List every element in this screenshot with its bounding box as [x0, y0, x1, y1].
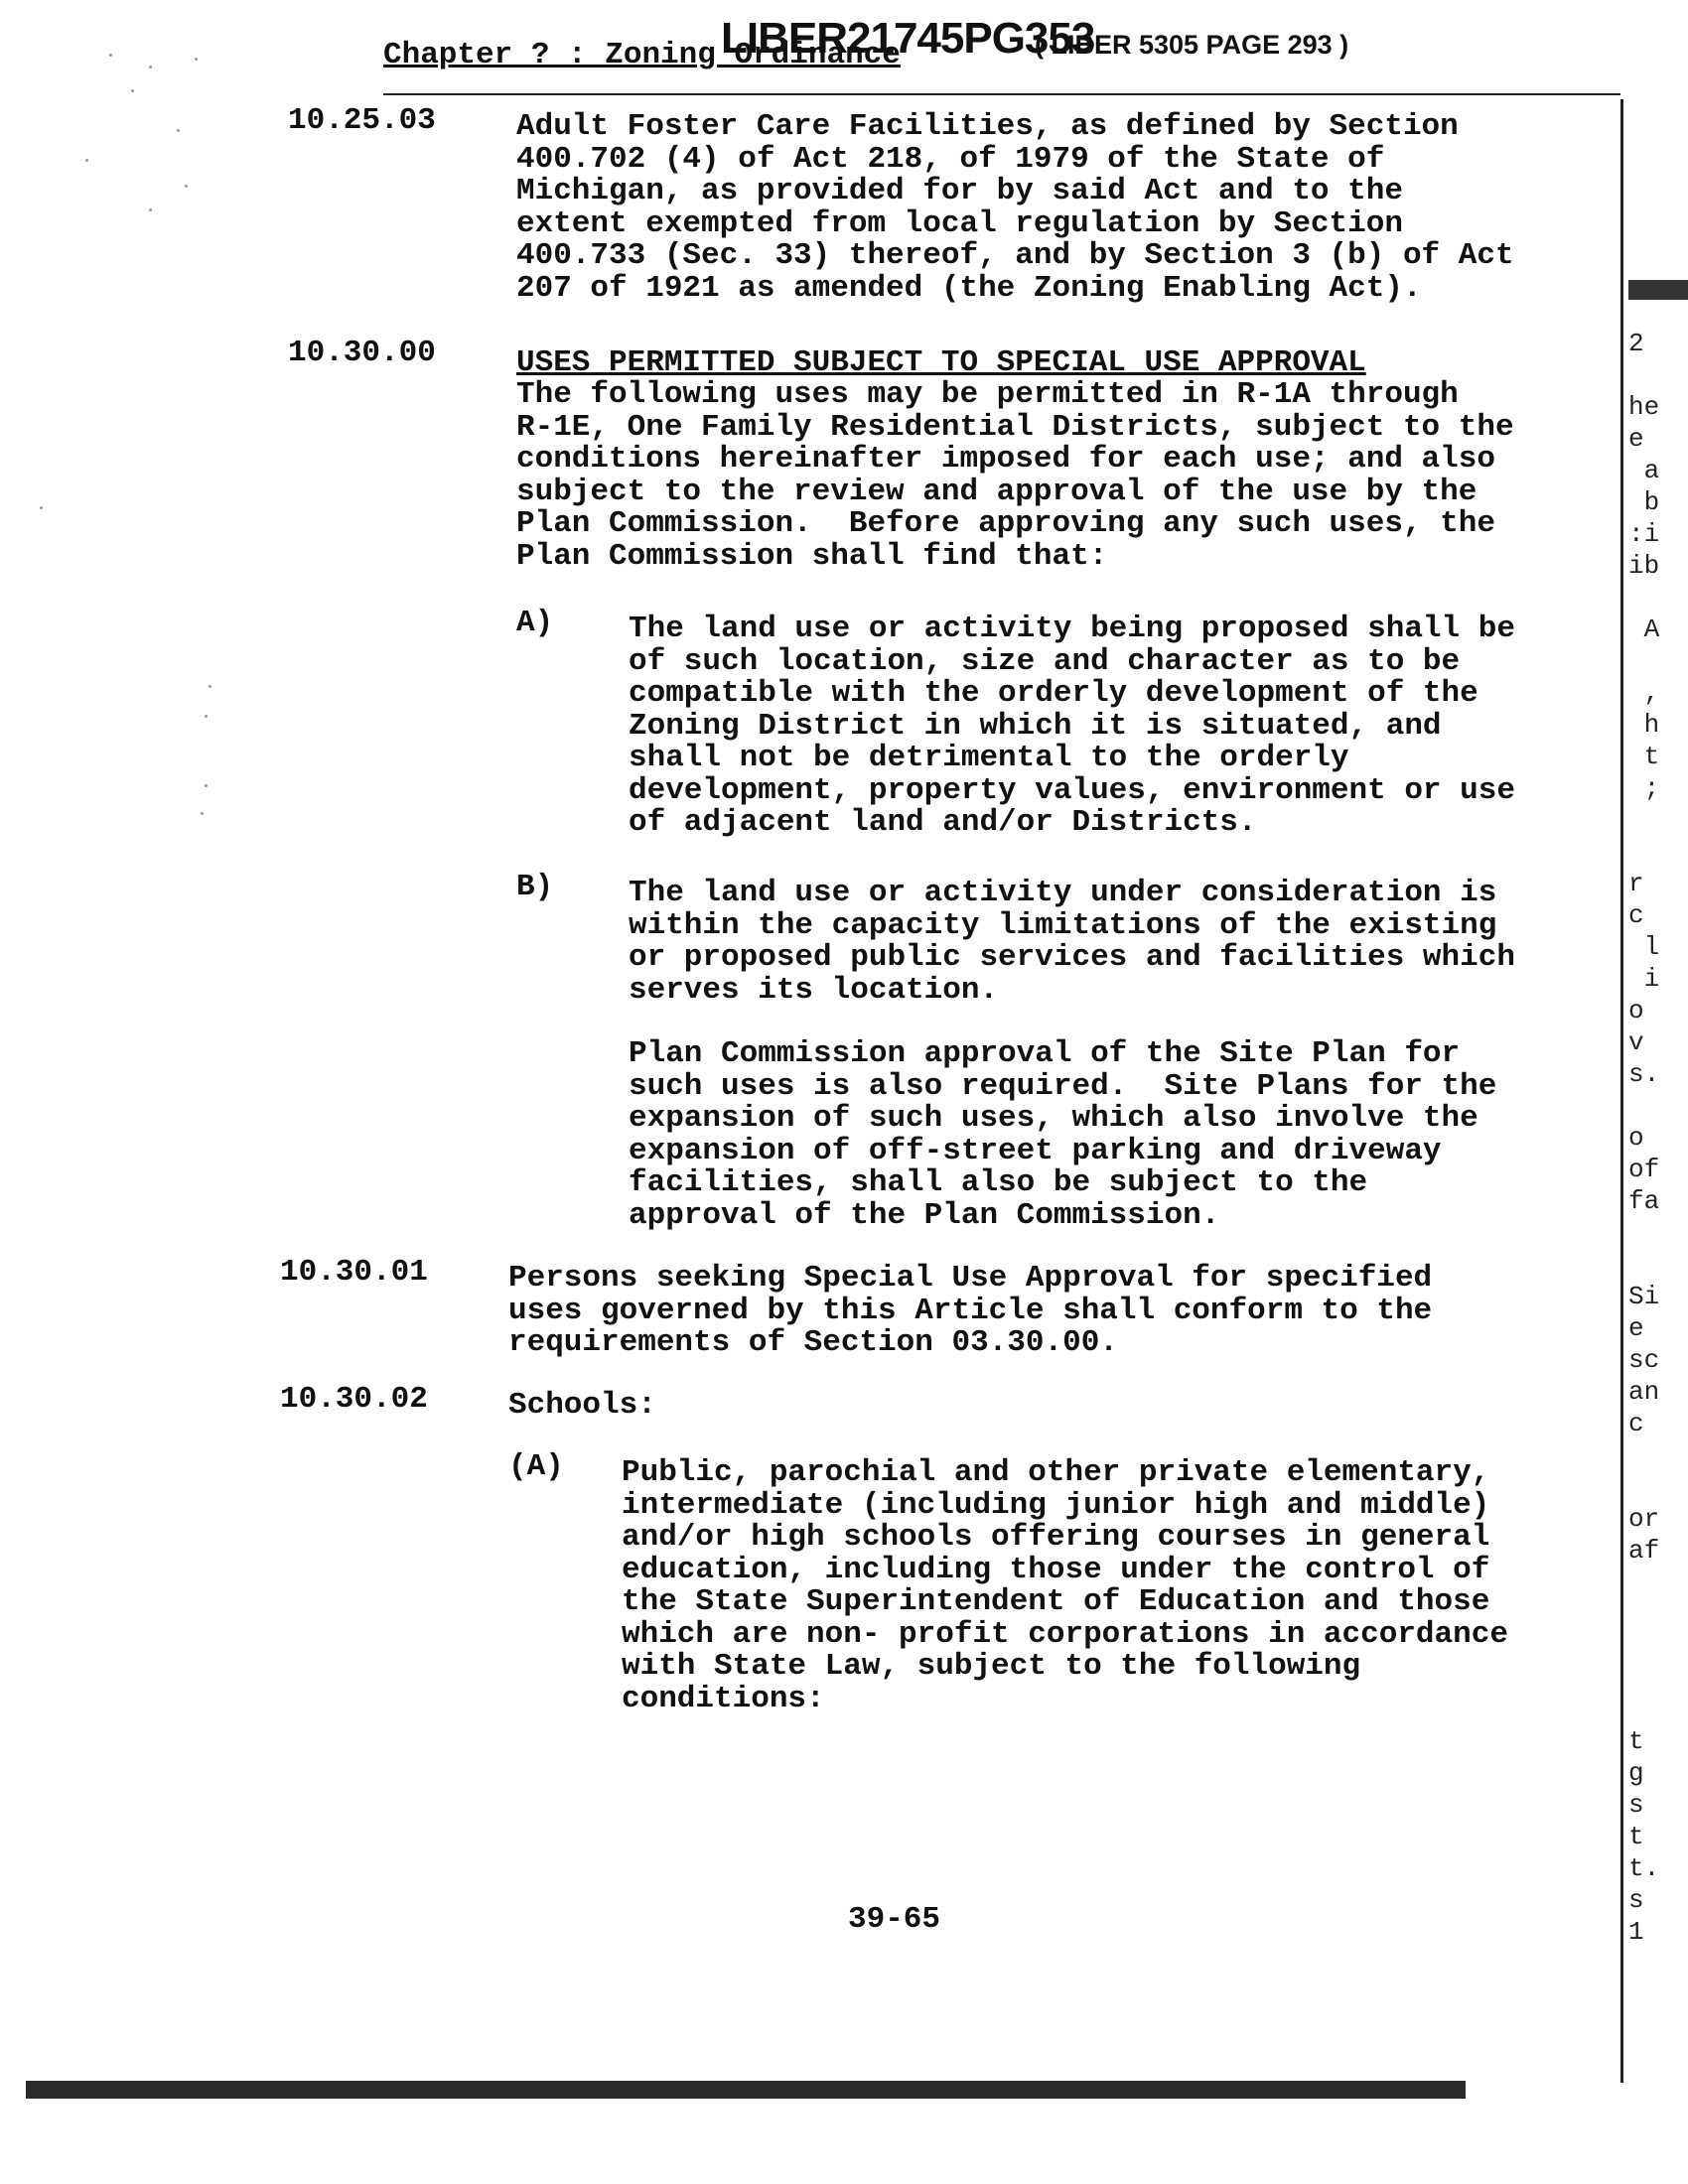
scan-speck: [185, 185, 188, 188]
scan-speck: [149, 208, 152, 211]
right-edge-rule: [1620, 99, 1623, 2083]
scan-speck: [40, 506, 43, 509]
school-item-marker: (A): [508, 1449, 564, 1484]
scan-speck: [195, 58, 198, 61]
scan-speck: [177, 129, 180, 132]
scan-speck: [205, 715, 208, 718]
section-text-10-30-00: The following uses may be permitted in R-1A through R-1E, One Family Residential Districts, subject to the conditions hereinafter imposed for each use; and also subject to the review and approval of the use by the Plan Commission. Before approving any such uses, the Plan Commission shall find that:: [516, 377, 1514, 574]
condition-text-a: The land use or activity being proposed shall be of such location, size and character as to be compatible with the orderly development of the Zoning District in which it is situated, and shall not be detrimental to the orderly development, property values, environment or use of adjacent land and/or Districts.: [629, 612, 1515, 840]
chapter-header: Chapter ? : Zoning Ordinance: [383, 38, 901, 72]
scan-speck: [205, 784, 208, 787]
section-text-10-30-02: Schools:: [508, 1388, 656, 1423]
section-heading-10-30-00: USES PERMITTED SUBJECT TO SPECIAL USE APPROVAL: [516, 345, 1366, 380]
page-number: 39-65: [848, 1902, 941, 1937]
scan-speck: [209, 685, 211, 688]
section-number-10-30-02: 10.30.02: [280, 1382, 428, 1417]
section-text-10-25-03: Adult Foster Care Facilities, as defined by Section 400.702 (4) of Act 218, of 1979 of the State of Michigan, as provided for by said Act and to the extent exempted from local regulation by Section 400.733 (Sec. 33) thereof, and by Section 3 (b) of Act 207 of 1921 as amended (the Zoning Enabling Act).: [516, 109, 1514, 306]
school-item-text: Public, parochial and other private elementary, intermediate (including junior high and middle) and/or high schools offering courses in general education, including those under the control of the State Superintendent of Education and those which are non- profit corporations in accordance with State Law, subject to the following conditions:: [622, 1455, 1508, 1716]
condition-marker-b: B): [516, 870, 554, 904]
section-number-10-30-01: 10.30.01: [280, 1255, 428, 1290]
scan-speck: [131, 89, 134, 92]
right-edge-tab: [1628, 280, 1688, 300]
scan-speck: [85, 159, 88, 162]
section-text-10-30-01: Persons seeking Special Use Approval for specified uses governed by this Article shall conform to the requirements of Section 03.30.00.: [508, 1261, 1433, 1360]
liber-stamp-secondary: ( LIBER 5305 PAGE 293 ): [1035, 30, 1349, 60]
bottom-scan-bar: [26, 2081, 1466, 2099]
condition-text-b: The land use or activity under consideration is within the capacity limitations of the existing or proposed public services and facilities which serves its location.: [629, 876, 1515, 1008]
condition-marker-a: A): [516, 606, 554, 640]
adjacent-page-bleed: 2 he e a b :i ib A , h t ; r c l i o v s. o of fa Si e sc an c or af t g s t t. s 1: [1628, 329, 1660, 1947]
scan-speck: [201, 812, 204, 815]
header-rule: [383, 93, 1620, 95]
liber-stamp: LIBER21745PG353: [721, 14, 1095, 63]
section-number-10-30-00: 10.30.00: [288, 336, 436, 370]
scan-speck: [109, 54, 112, 57]
site-plan-note: Plan Commission approval of the Site Plan for such uses is also required. Site Plans for the expansion of such uses, which also involve the expansion of off-street parking and driveway facilities, shall also be subject to the approval of the Plan Commission.: [629, 1036, 1497, 1233]
section-number-10-25-03: 10.25.03: [288, 103, 436, 138]
scan-speck: [149, 66, 152, 68]
